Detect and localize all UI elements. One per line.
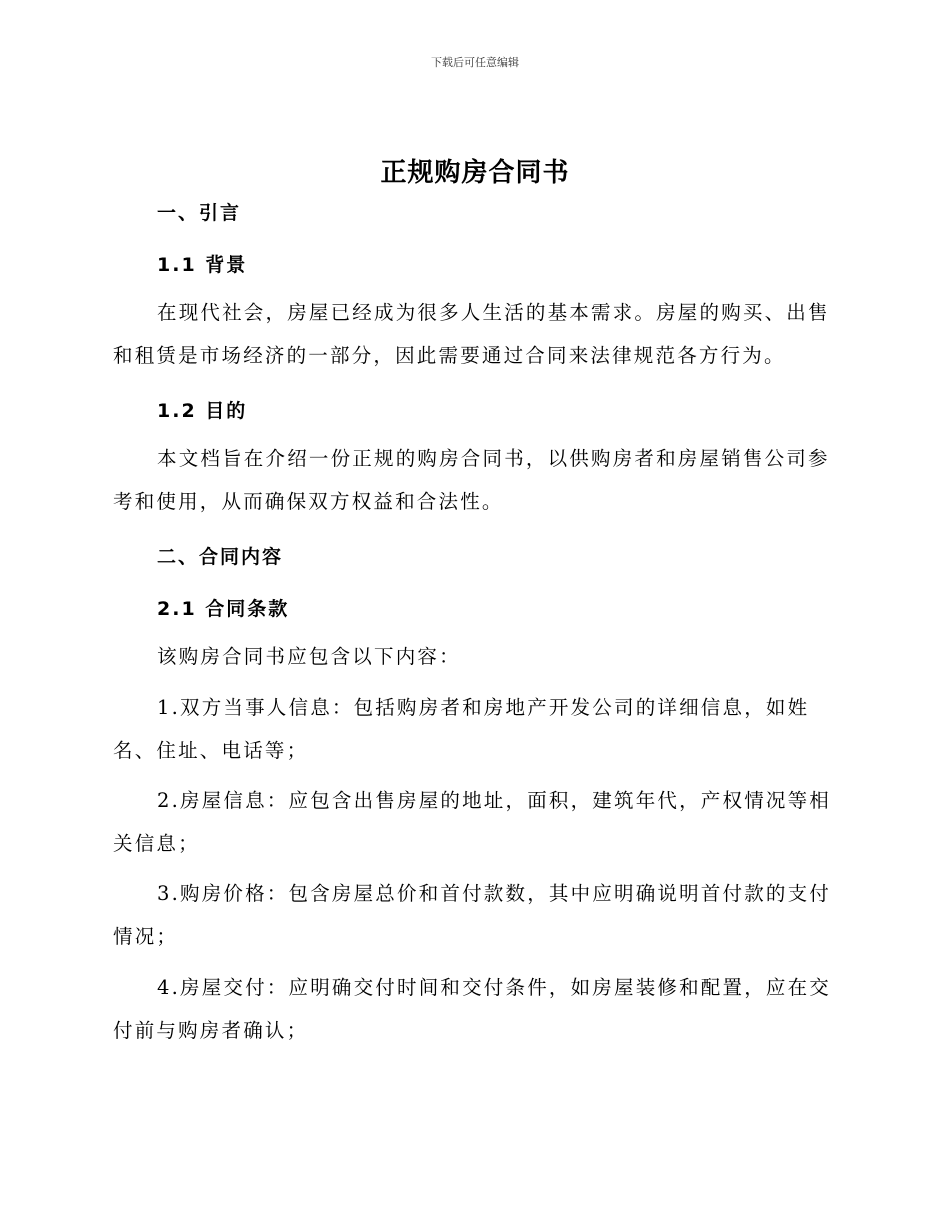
section-2-heading: 二、合同内容: [157, 546, 284, 568]
list-item: 4.房屋交付：应明确交付时间和交付条件，如房屋装修和配置，应在交付前与购房者确认；: [113, 976, 832, 1042]
list-item: 1.双方当事人信息：包括购房者和房地产开发公司的详细信息，如姓名、住址、电话等；: [113, 696, 810, 762]
section-1-1-heading: 1.1 背景: [157, 254, 248, 276]
list-item: 2.房屋信息：应包含出售房屋的地址，面积，建筑年代，产权情况等相关信息；: [113, 789, 832, 855]
section-1-1-paragraph: 在现代社会，房屋已经成为很多人生活的基本需求。房屋的购买、出售和租赁是市场经济的一部分，因此需要通过合同来法律规范各方行为。: [113, 301, 830, 367]
section-2-1-intro: 该购房合同书应包含以下内容：: [157, 645, 461, 668]
section-1-heading: 一、引言: [157, 202, 242, 224]
header-note: 下载后可任意编辑: [431, 56, 519, 69]
document-title: 正规购房合同书: [380, 158, 570, 188]
section-1-2-heading: 1.2 目的: [157, 400, 248, 422]
section-1-2-paragraph: 本文档旨在介绍一份正规的购房合同书，以供购房者和房屋销售公司参考和使用，从而确保双方权益和合法性。: [113, 447, 830, 513]
list-item: 3.购房价格：包含房屋总价和首付款数，其中应明确说明首付款的支付情况；: [113, 882, 832, 948]
section-2-1-heading: 2.1 合同条款: [157, 598, 290, 620]
